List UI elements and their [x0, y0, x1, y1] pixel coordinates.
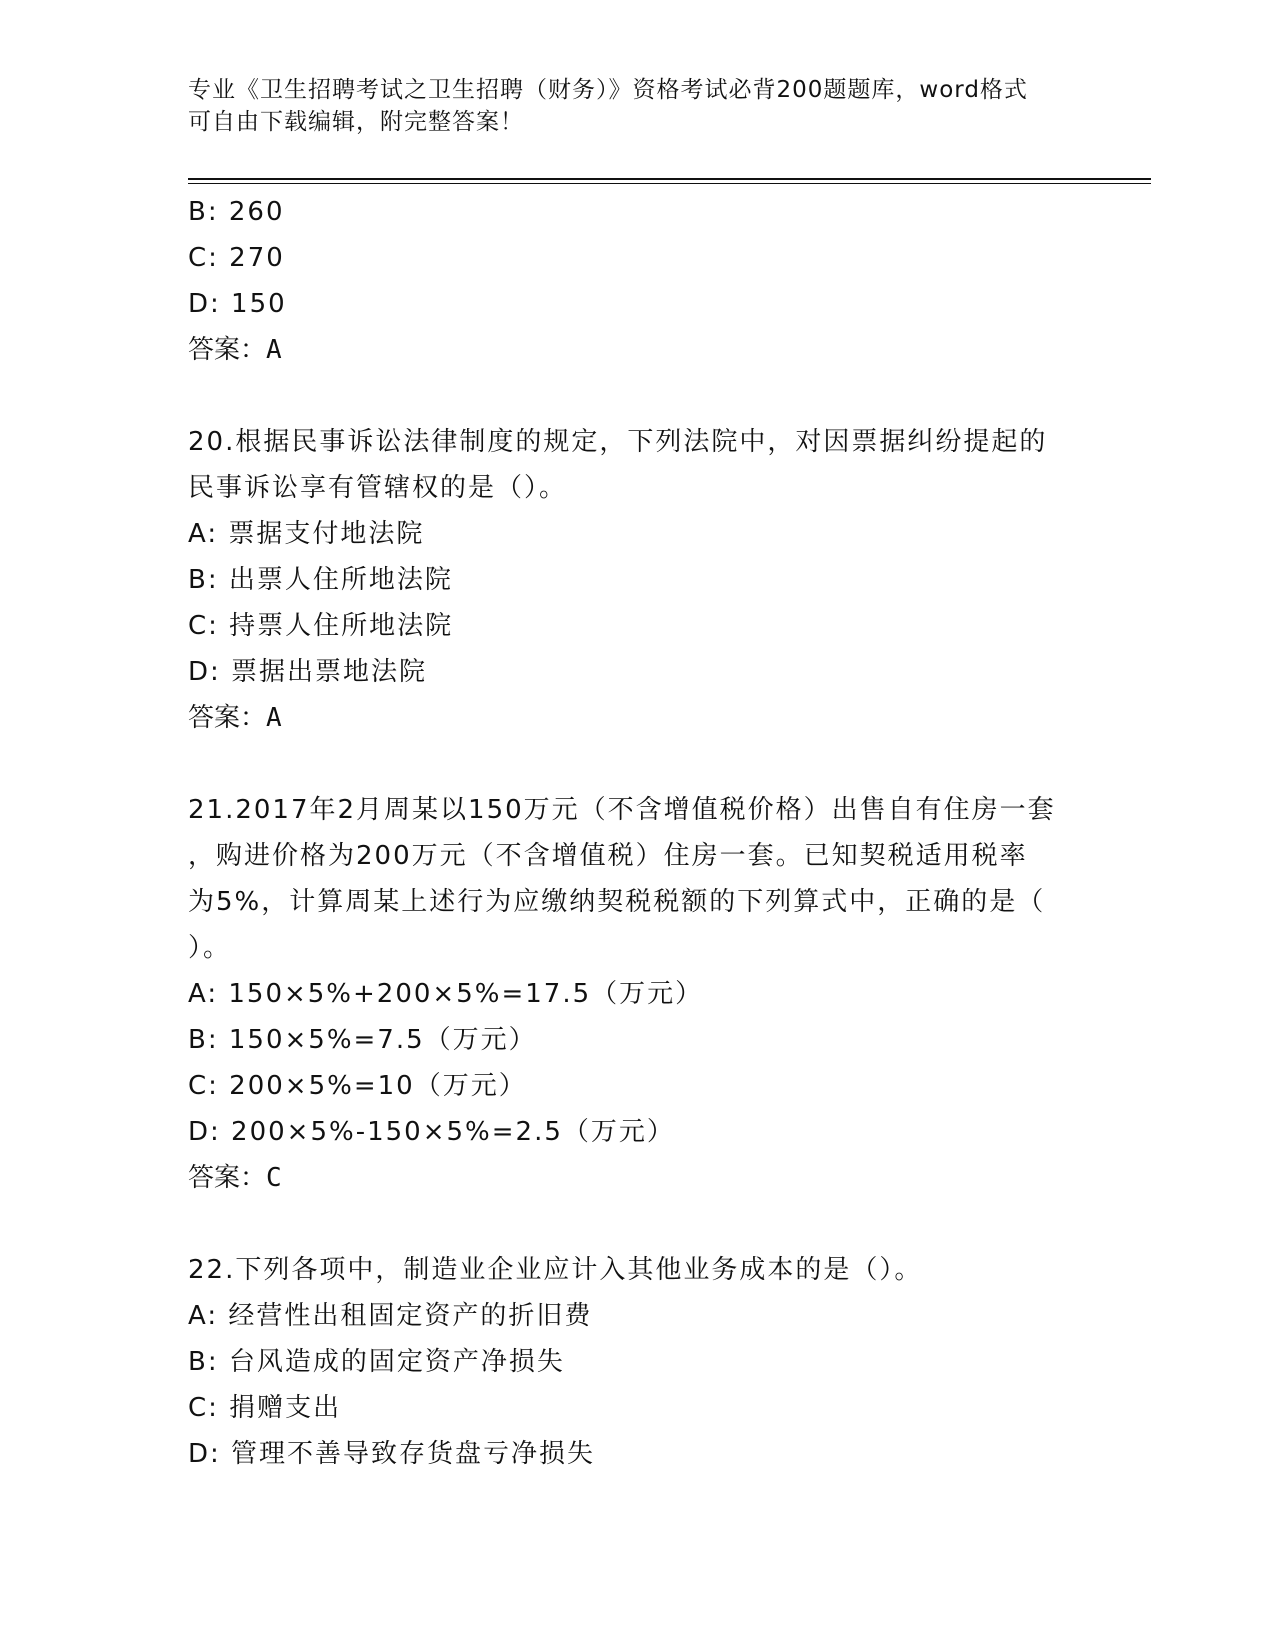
option-b: B: 台风造成的固定资产净损失 — [188, 1347, 565, 1377]
option-b: B: 出票人住所地法院 — [188, 565, 453, 595]
stem-line: 民事诉讼享有管辖权的是（）。 — [188, 473, 568, 503]
option-a: A: 票据支付地法院 — [188, 519, 425, 549]
option-d: D: 票据出票地法院 — [188, 657, 428, 687]
option-b: B: 260 — [188, 197, 285, 227]
option-a: A: 150×5%+200×5%=17.5（万元） — [188, 979, 704, 1009]
option-a: A: 经营性出租固定资产的折旧费 — [188, 1301, 593, 1331]
stem-line: ，购进价格为200万元（不含增值税）住房一套。已知契税适用税率 — [188, 841, 1028, 871]
question-stem — [188, 419, 1088, 511]
question-21 — [188, 787, 1088, 1201]
stem-line: 22.下列各项中，制造业企业应计入其他业务成本的是（）。 — [188, 1255, 923, 1285]
question-19-continued — [188, 189, 1088, 373]
header-divider-thick — [188, 178, 1151, 180]
question-20 — [188, 419, 1088, 741]
question-stem — [188, 1247, 1088, 1293]
question-stem — [188, 787, 1088, 971]
option-d: D: 200×5%-150×5%=2.5（万元） — [188, 1117, 675, 1147]
question-22 — [188, 1247, 1088, 1477]
header-line-2: 可自由下载编辑，附完整答案！ — [188, 109, 524, 135]
option-d: D: 150 — [188, 289, 287, 319]
option-c: C: 捐赠支出 — [188, 1393, 342, 1423]
option-b: B: 150×5%=7.5（万元） — [188, 1025, 537, 1055]
stem-line: 21.2017年2月周某以150万元（不含增值税价格）出售自有住房一套 — [188, 795, 1056, 825]
answer-line: 答案：C — [188, 1163, 282, 1193]
answer-line: 答案：A — [188, 335, 282, 365]
document-body — [188, 189, 1088, 1477]
stem-line: ）。 — [188, 933, 232, 963]
document-header — [188, 74, 1088, 138]
option-c: C: 持票人住所地法院 — [188, 611, 454, 641]
option-c: C: 200×5%=10（万元） — [188, 1071, 527, 1101]
header-line-1: 专业《卫生招聘考试之卫生招聘（财务）》资格考试必背200题题库，word格式 — [188, 77, 1028, 103]
stem-line: 为5%，计算周某上述行为应缴纳契税税额的下列算式中，正确的是（ — [188, 887, 1046, 917]
stem-line: 20.根据民事诉讼法律制度的规定，下列法院中，对因票据纠纷提起的 — [188, 427, 1048, 457]
option-c: C: 270 — [188, 243, 285, 273]
answer-line: 答案：A — [188, 703, 282, 733]
option-d: D: 管理不善导致存货盘亏净损失 — [188, 1439, 596, 1469]
header-divider-thin — [188, 183, 1151, 184]
